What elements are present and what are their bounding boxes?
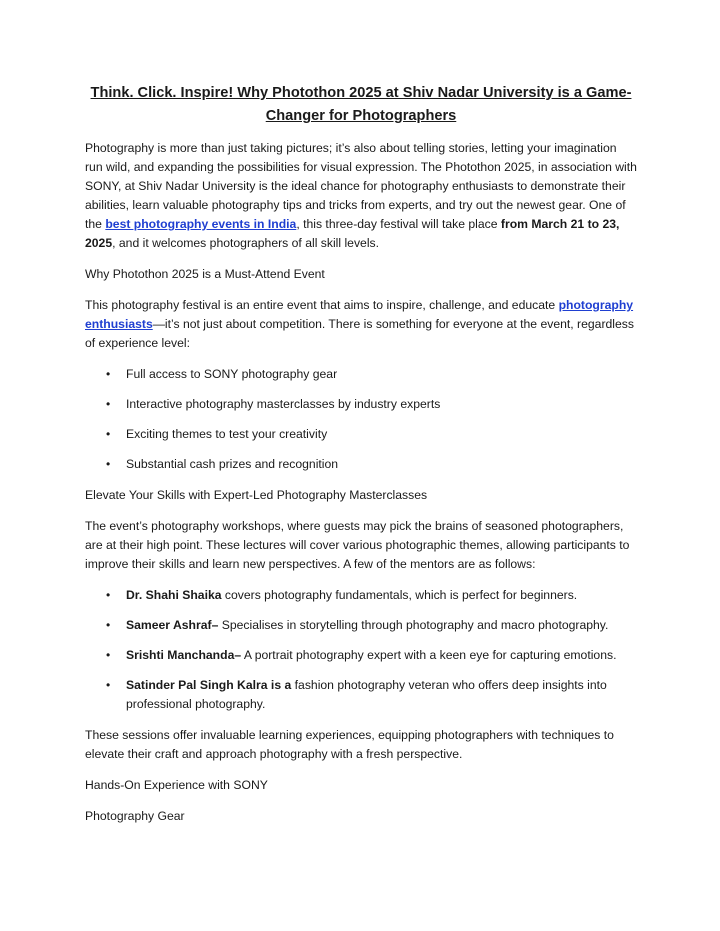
intro-text: , and it welcomes photographers of all skill levels. xyxy=(112,236,380,250)
list-item xyxy=(85,455,637,474)
section-heading-sony: Hands-On Experience with SONY xyxy=(85,778,268,792)
section-heading-gear: Photography Gear xyxy=(85,809,185,823)
mentor-desc: Specialises in storytelling through photography and macro photography. xyxy=(218,618,609,632)
features-list xyxy=(85,365,637,474)
list-item xyxy=(85,365,637,384)
list-item-text: Interactive photography masterclasses by industry experts xyxy=(126,397,441,411)
bullet-icon: • xyxy=(106,618,111,632)
bullet-icon: • xyxy=(106,457,111,471)
mentor-name: Satinder Pal Singh Kalra is a xyxy=(126,678,292,692)
mentor-name: Srishti Manchanda– xyxy=(126,648,242,662)
bullet-icon: • xyxy=(106,678,111,692)
bullet-icon: • xyxy=(106,427,111,441)
page-title: Think. Click. Inspire! Why Photothon 2025 at Shiv Nadar University is a Game-Changer for Photographers xyxy=(90,85,632,124)
mentor-name: Dr. Shahi Shaika xyxy=(126,588,222,602)
mentor-desc: covers photography fundamentals, which is perfect for beginners. xyxy=(221,588,578,602)
must-attend-text: —it’s not just about competition. There is something for everyone at the event, regardless of experience level: xyxy=(85,317,634,350)
mentor-name: Sameer Ashraf– xyxy=(126,618,219,632)
intro-paragraph xyxy=(85,139,637,253)
list-item xyxy=(85,395,637,414)
mentor-desc: fashion photography veteran who offers deep insights into professional photography. xyxy=(126,678,607,711)
list-item xyxy=(85,586,637,605)
event-dates: from March 21 to 23, 2025 xyxy=(85,217,620,250)
must-attend-text: This photography festival is an entire event that aims to inspire, challenge, and educate xyxy=(85,298,559,312)
bullet-icon: • xyxy=(106,367,111,381)
mentor-desc: A portrait photography expert with a keen eye for capturing emotions. xyxy=(241,648,617,662)
must-attend-paragraph xyxy=(85,296,637,353)
list-item-text: Full access to SONY photography gear xyxy=(126,367,338,381)
list-item-text: Exciting themes to test your creativity xyxy=(126,427,328,441)
list-item xyxy=(85,616,637,635)
closing-paragraph: These sessions offer invaluable learning experiences, equipping photographers with techniques to elevate their craft and approach photography with a fresh perspective. xyxy=(85,728,614,761)
bullet-icon: • xyxy=(106,588,111,602)
masterclasses-paragraph: The event’s photography workshops, where guests may pick the brains of seasoned photographers, are at their high point. These lectures will cover various photographic themes, allowing participants to improve their skills and learn new perspectives. A few of the mentors are as follows: xyxy=(85,519,630,571)
list-item xyxy=(85,676,637,714)
section-heading-must-attend: Why Photothon 2025 is a Must-Attend Event xyxy=(85,267,325,281)
list-item xyxy=(85,425,637,444)
document-page xyxy=(85,82,637,838)
list-item xyxy=(85,646,637,665)
bullet-icon: • xyxy=(106,648,111,662)
bullet-icon: • xyxy=(106,397,111,411)
best-events-link[interactable]: best photography events in India xyxy=(105,217,297,231)
mentors-list xyxy=(85,586,637,714)
list-item-text: Substantial cash prizes and recognition xyxy=(126,457,339,471)
photography-enthusiasts-link[interactable]: photography enthusiasts xyxy=(85,298,634,331)
section-heading-masterclasses: Elevate Your Skills with Expert-Led Photography Masterclasses xyxy=(85,488,428,502)
intro-text: , this three-day festival will take place xyxy=(296,217,501,231)
intro-text: Photography is more than just taking pictures; it’s also about telling stories, letting your imagination run wild, and expanding the possibilities for visual expression. The Photothon 2025, in association with SONY, at Shiv Nadar University is the ideal chance for photography enthusiasts to demonstrate their abilities, learn valuable photography tips and tricks from experts, and try out the newest gear. One of the xyxy=(85,141,637,231)
